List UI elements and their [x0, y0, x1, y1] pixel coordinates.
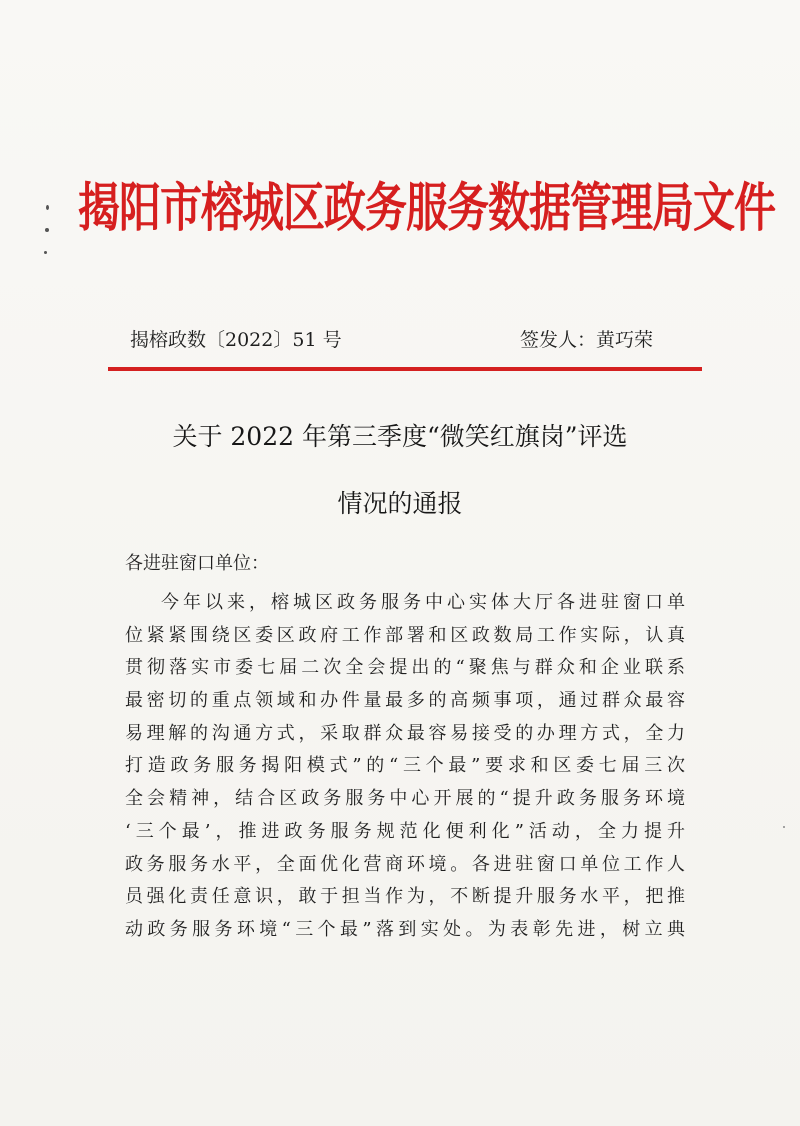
body-line: 易理解的沟通方式，采取群众最容易接受的办理方式，全力: [125, 722, 685, 744]
body-line: 今年以来，榕城区政务服务中心实体大厅各进驻窗口单: [161, 592, 685, 613]
document-number: 揭榕政数〔2022〕51 号: [130, 329, 342, 351]
body-line: 最密切的重点领域和办件量最多的高频事项，通过群众最容: [125, 690, 685, 712]
body-line: 动政务服务环境“三个最”落到实处。为表彰先进，树立典: [125, 918, 685, 940]
body-line: 全会精神，结合区政务服务中心开展的“提升政务服务环境: [125, 788, 685, 810]
body-line: 位紧紧围绕区委区政府工作部署和区政数局工作实际，认真: [125, 624, 685, 646]
document-masthead: 揭阳市榕城区政务服务数据管理局文件: [78, 176, 776, 238]
body-line: ‘三个最’，推进政务服务规范化便利化”活动，全力提升: [125, 820, 685, 842]
body-line: 员强化责任意识，敢于担当作为，不断提升服务水平，把推: [125, 886, 685, 908]
scan-mark: [45, 228, 49, 232]
body-line: 政务服务水平，全面优化营商环境。各进驻窗口单位工作人: [125, 853, 685, 875]
document-signer: 签发人：黄巧荣: [520, 329, 654, 351]
scan-mark: [44, 251, 47, 254]
red-divider-line: [108, 367, 702, 371]
scan-mark: [783, 826, 785, 828]
document-body: [125, 587, 685, 947]
salutation: 各进驻窗口单位：: [125, 553, 269, 574]
document-title-line-2: 情况的通报: [337, 489, 463, 518]
scan-mark: [46, 205, 49, 210]
body-line: 贯彻落实市委七届二次全会提出的“聚焦与群众和企业联系: [125, 657, 685, 679]
document-title-line-1: 关于 2022 年第三季度“微笑红旗岗”评选: [172, 422, 628, 451]
body-line: 打造政务服务揭阳模式”的“三个最”要求和区委七届三次: [125, 755, 685, 777]
